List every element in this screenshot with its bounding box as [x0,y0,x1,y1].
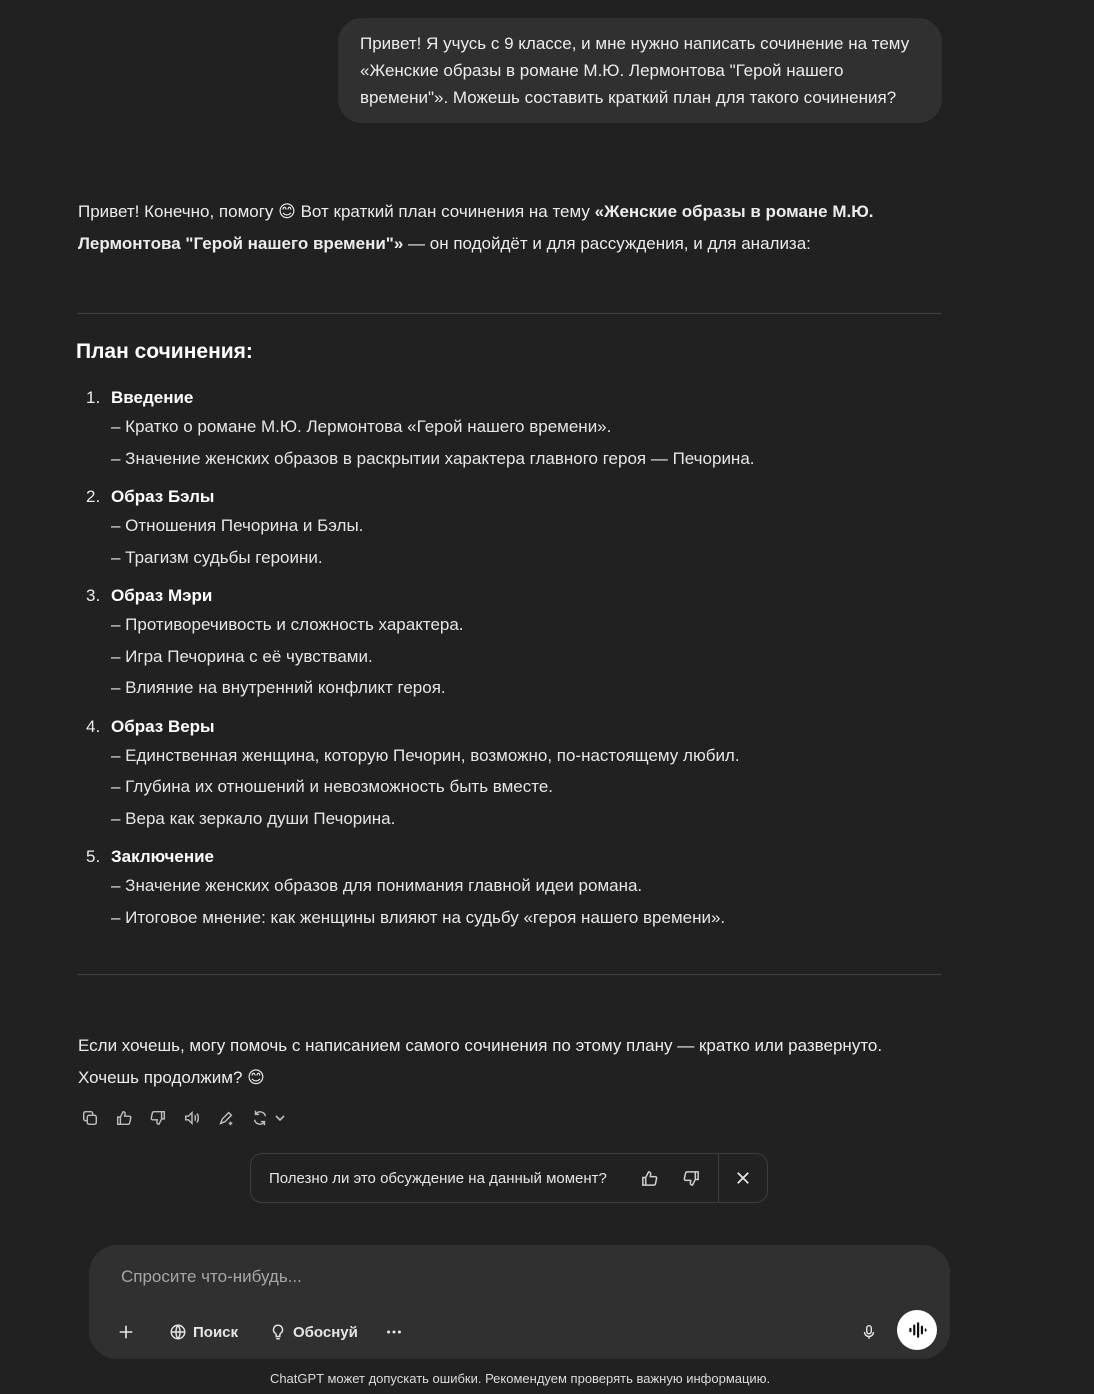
dictate-button[interactable] [860,1317,878,1347]
plan-item: – Влияние на внутренний конфликт героя. [111,678,446,697]
prompt-input[interactable] [119,1263,823,1291]
search-button[interactable] [169,1317,238,1347]
outro-line: Если хочешь, могу помочь с написанием самого сочинения по этому плану — кратко или развернуто. [78,1036,883,1055]
feedback-question: Полезно ли это обсуждение на данный момент? [269,1169,607,1187]
plan-section [86,582,936,704]
plan-heading: План сочинения: [76,340,253,363]
like-button[interactable] [112,1106,136,1130]
plan-item: – Итоговое мнение: как женщины влияют на судьбу «героя нашего времени». [111,907,726,927]
more-icon [385,1323,403,1341]
user-message-bubble [338,18,942,123]
plan-item: – Значение женских образов для понимания главной идеи романа. [111,876,643,895]
plan-section [86,843,936,933]
search-label: Поиск [193,1323,239,1341]
thumbs-up-icon [115,1109,133,1127]
feedback-prompt [250,1153,768,1203]
plan-item: – Кратко о романе М.Ю. Лермонтова «Герой нашего времени». [111,417,612,436]
voice-mode-button[interactable] [897,1310,937,1350]
refresh-icon [251,1109,269,1127]
speaker-icon [183,1109,201,1127]
lightbulb-icon [269,1323,287,1341]
thumbs-up-icon [640,1169,659,1188]
edit-button[interactable] [214,1106,238,1130]
plan-section [86,483,936,573]
thumbs-down-icon [682,1169,701,1188]
feedback-dislike-button[interactable] [676,1163,706,1193]
thumbs-down-icon [149,1109,167,1127]
plan-number: 4. [86,716,101,736]
intro-topic: «Женские образы в романе М.Ю. Лермонтова "Герой нашего времени"» [78,202,874,253]
microphone-icon [860,1323,878,1341]
plan-item: – Игра Печорина с её чувствами. [111,646,373,666]
plan-number: 2. [86,487,101,506]
plan-item: – Трагизм судьбы героини. [111,547,323,567]
plan-item: – Противоречивость и сложность характера. [111,615,464,634]
plan-section-title: Образ Бэлы [111,487,215,506]
disclaimer: ChatGPT может допускать ошибки. Рекомендуем проверять важную информацию. [269,1371,771,1386]
read-aloud-button[interactable] [180,1106,204,1130]
globe-icon [169,1323,187,1341]
divider [78,313,942,314]
composer [89,1245,950,1359]
plan-number: 1. [86,388,101,407]
plan-item: – Единственная женщина, которую Печорин, возможно, по-настоящему любил. [111,745,740,765]
divider [78,974,942,975]
regenerate-button[interactable] [248,1106,272,1130]
plan-section-title: Образ Мэри [111,586,213,605]
dislike-button[interactable] [146,1106,170,1130]
attach-button[interactable] [117,1317,135,1347]
plan-item: – Значение женских образов в раскрытии характера главного героя — Печорина. [111,448,755,468]
plan-item: – Вера как зеркало души Печорина. [111,808,396,828]
intro-text: Привет! Конечно, помогу 😊 Вот краткий план сочинения на тему [78,202,595,221]
feedback-like-button[interactable] [634,1163,664,1193]
plan-section-title: Заключение [111,847,214,866]
outro-line: Хочешь продолжим? 😊 [78,1068,265,1087]
plan-section-title: Введение [111,388,194,407]
close-icon [736,1171,750,1185]
user-message-text: Привет! Я учусь с 9 классе, и мне нужно написать сочинение на тему «Женские образы в романе М.Ю. Лермонтова "Герой нашего времени"». Можешь составить краткий план для такого сочинения? [360,34,910,107]
plus-icon [117,1323,135,1341]
reason-button[interactable] [269,1317,358,1347]
plan-section [86,713,936,835]
feedback-close-button[interactable] [719,1153,767,1203]
more-tools-button[interactable] [385,1317,403,1347]
regenerate-menu-button[interactable] [274,1106,286,1130]
chevron-down-icon [274,1109,286,1127]
reason-label: Обоснуй [293,1323,358,1341]
plan-number: 5. [86,847,101,866]
assistant-outro [78,1030,942,1094]
plan-item: – Глубина их отношений и невозможность быть вместе. [111,777,554,796]
plan-section-title: Образ Веры [111,716,215,736]
intro-text-end: — он подойдёт и для рассуждения, и для анализа: [403,234,811,253]
plan-number: 3. [86,586,101,605]
plan-list [86,384,936,942]
copy-button[interactable] [78,1106,102,1130]
copy-icon [81,1109,99,1127]
assistant-intro [78,196,942,260]
plan-item: – Отношения Печорина и Бэлы. [111,516,364,535]
message-actions [78,1106,286,1130]
plan-section [86,384,936,474]
waveform-icon [906,1319,928,1341]
edit-sparkle-icon [217,1109,235,1127]
